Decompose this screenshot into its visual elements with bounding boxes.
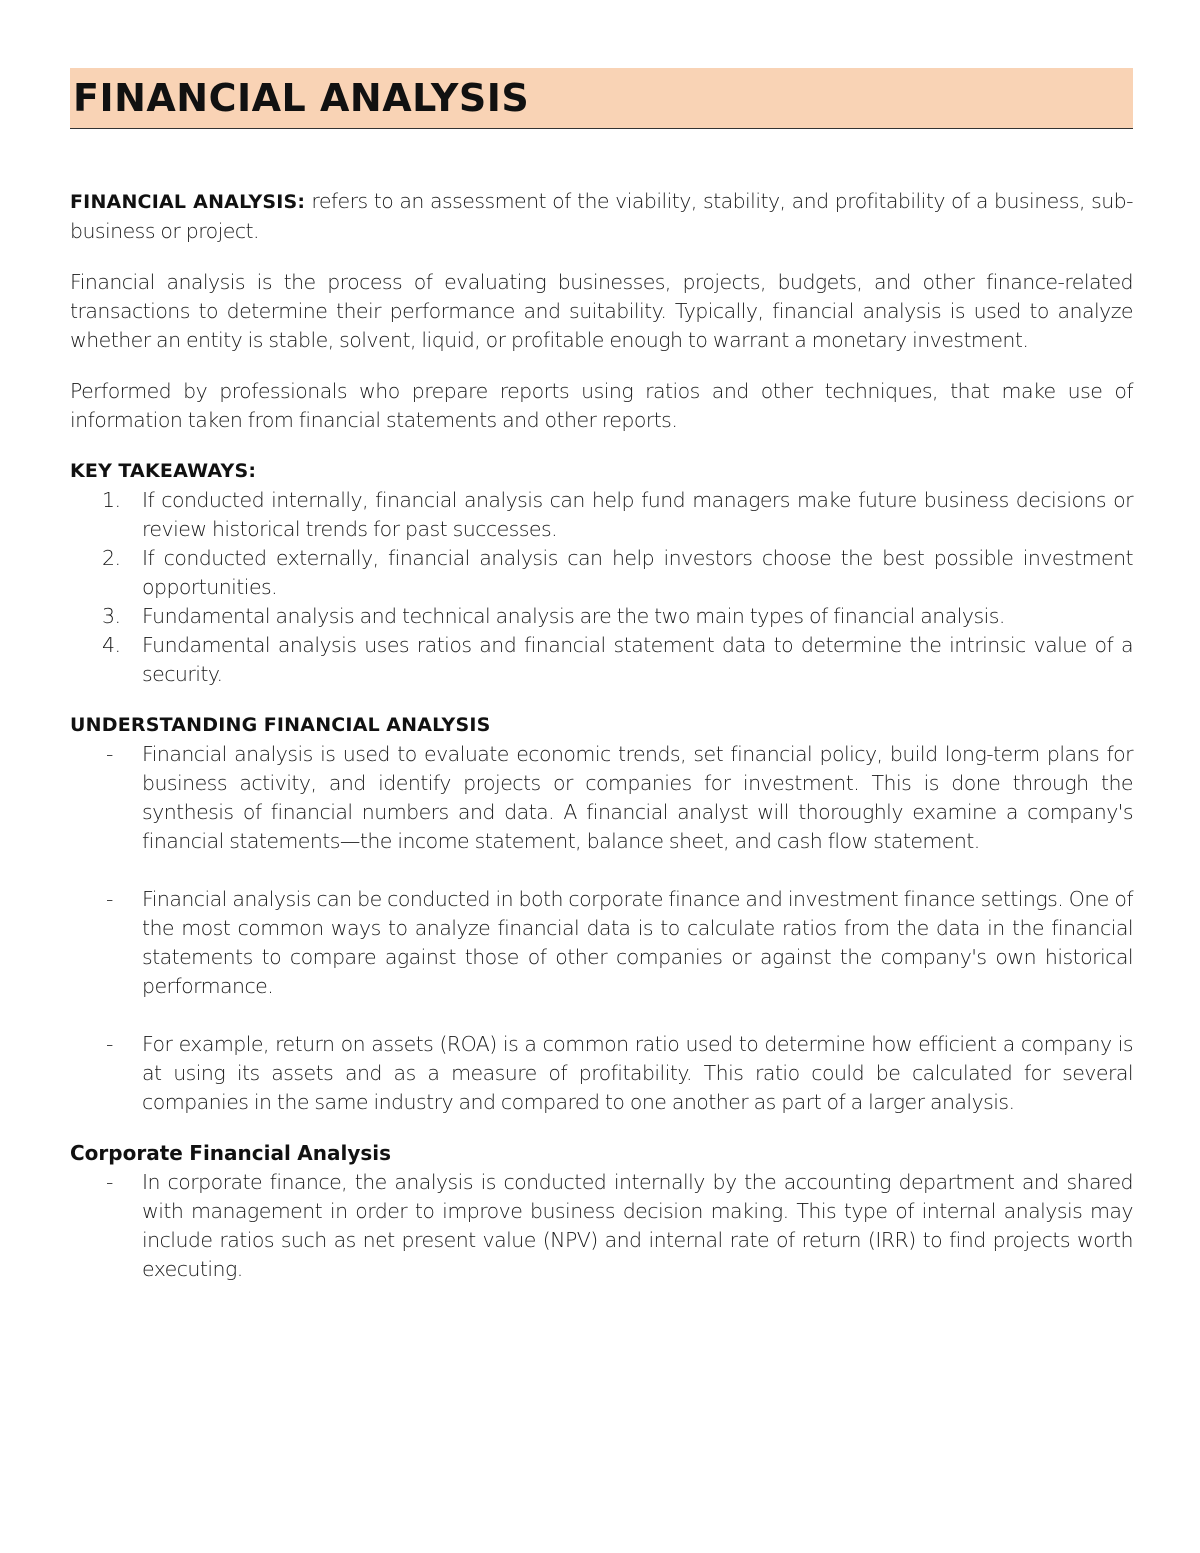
body-paragraph: Performed by professionals who prepare reports using ratios and other techniques, that make use of information taken from financial statements and other reports.: [70, 379, 1133, 432]
list-item-text: Financial analysis is used to evaluate economic trends, set financial policy, build long-term plans for business activity, and identify projects or companies for investment. This is done through the synthesis of financial numbers and data. A financial analyst will thoroughly examine a company's financial statements—the income statement, balance sheet, and cash flow statement.: [142, 742, 1133, 853]
document-title: FINANCIAL ANALYSIS: [73, 76, 530, 120]
list-item: [70, 1030, 1133, 1117]
dash-bullet: -: [106, 1170, 113, 1194]
list-item: [70, 631, 1133, 689]
list-number: 1.: [102, 488, 121, 512]
list-item-text: In corporate finance, the analysis is conducted internally by the accounting department and shared with management in order to improve business decision making. This type of internal analysis may include ratios such as net present value (NPV) and internal rate of return (IRR) to find projects worth executing.: [142, 1170, 1133, 1281]
list-item: [70, 602, 1133, 631]
title-banner: [70, 68, 1133, 129]
understanding-list: [70, 740, 1133, 1117]
corporate-heading: Corporate Financial Analysis: [70, 1141, 392, 1165]
list-item-text: Financial analysis can be conducted in both corporate finance and investment finance settings. One of the most common ways to analyze financial data is to calculate ratios from the data in the financial statements to compare against those of other companies or against the company's own historical performance.: [142, 887, 1133, 998]
key-takeaways-heading: KEY TAKEAWAYS:: [70, 460, 257, 482]
list-item-text: Fundamental analysis uses ratios and financial statement data to determine the intrinsic value of a security.: [142, 633, 1133, 686]
corporate-list: [70, 1168, 1133, 1284]
list-item-text: If conducted internally, financial analysis can help fund managers make future business decisions or review historical trends for past successes.: [142, 488, 1133, 541]
intro-definition-text: refers to an assessment of the viability, stability, and profitability of a business, sub-business or project.: [70, 189, 1133, 243]
dash-bullet: -: [106, 742, 113, 766]
list-item: [70, 885, 1133, 1001]
list-item: [70, 486, 1133, 544]
list-number: 3.: [102, 604, 121, 628]
intro-term: FINANCIAL ANALYSIS:: [70, 191, 306, 213]
list-item: [70, 1168, 1133, 1284]
list-number: 2.: [102, 546, 121, 570]
list-number: 4.: [102, 633, 121, 657]
document-body: [70, 187, 1133, 1284]
key-takeaways-list: [70, 486, 1133, 689]
dash-bullet: -: [106, 887, 113, 911]
list-item-text: Fundamental analysis and technical analysis are the two main types of financial analysis.: [142, 604, 1005, 628]
list-item: [70, 544, 1133, 602]
document-page: [70, 68, 1133, 1284]
list-item-text: If conducted externally, financial analysis can help investors choose the best possible investment opportunities.: [142, 546, 1133, 599]
body-paragraph: Financial analysis is the process of evaluating businesses, projects, budgets, and other finance-related transactions to determine their performance and suitability. Typically, financial analysis is used to analyze whether an entity is stable, solvent, liquid, or profitable enough to warrant a monetary investment.: [70, 270, 1133, 352]
understanding-heading: UNDERSTANDING FINANCIAL ANALYSIS: [70, 714, 491, 736]
list-item-text: For example, return on assets (ROA) is a common ratio used to determine how efficient a company is at using its assets and as a measure of profitability. This ratio could be calculated for several companies in the same industry and compared to one another as part of a larger analysis.: [142, 1032, 1133, 1114]
list-item: [70, 740, 1133, 856]
intro-definition: [70, 187, 1133, 246]
dash-bullet: -: [106, 1032, 113, 1056]
